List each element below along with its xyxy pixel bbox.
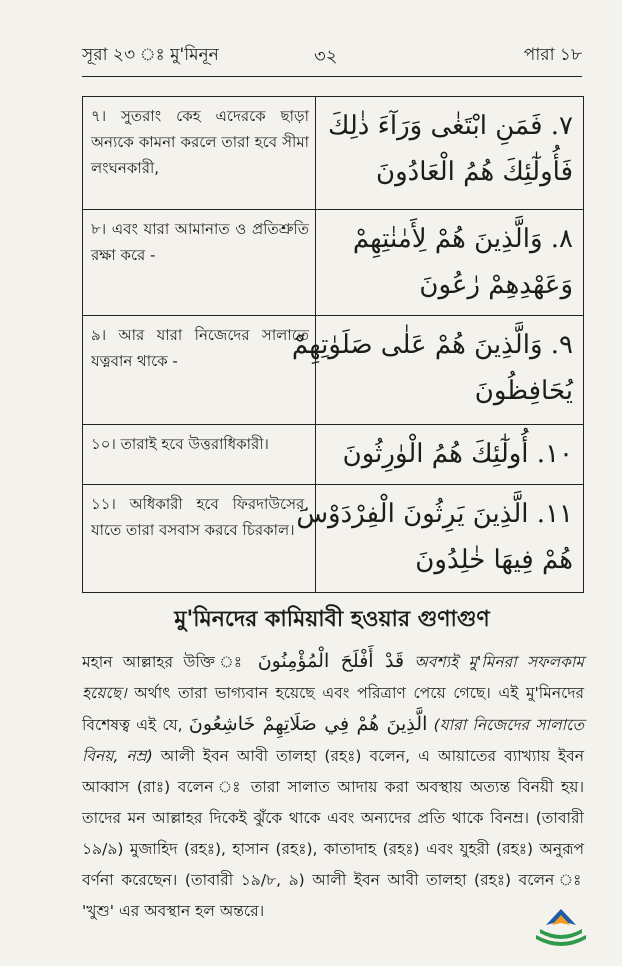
verse-table <box>82 96 584 593</box>
arabic-line: فَأُولٰٓئِكَ هُمُ الْعَادُونَ <box>376 157 573 187</box>
bengali-translation: ৭। সুতরাং কেহ এদেরকে ছাড়া অন্যকে কামনা করলে তারা হবে সীমা লংঘনকারী, <box>83 97 316 210</box>
page-number: ৩২ <box>314 46 338 67</box>
bengali-translation: ৮। এবং যারা আমানাত ও প্রতিশ্রুতি রক্ষা করে - <box>83 210 316 316</box>
arabic-line: ۷. فَمَنِ ابْتَغٰى وَرَآءَ ذٰلِكَ <box>327 111 573 141</box>
verse-row <box>83 485 584 593</box>
arabic-line: ۸. وَالَّذِينَ هُمْ لِأَمٰنٰتِهِمْ <box>352 224 573 254</box>
para-label: পারা ১৮ <box>523 45 582 65</box>
arabic-verse <box>316 425 584 485</box>
surah-label: সূরা ২৩ ঃ মু'মিনূন <box>82 45 219 65</box>
para-text: আলী ইবন আবী তালহা (রহঃ) বলেন, এ আয়াতের ব্যাখ্যায় ইবন আব্বাস (রাঃ) বলেন ঃ তারা সালাত আদায় করা অবস্থায় অত্যন্ত বিনয়ী হয়। তাদের মন আল্লাহর দিকেই ঝুঁকে থাকে এবং অন্যদের প্রতি থাকে বিনম্র। (তাবারী ১৯/৯) মুজাহিদ (রহঃ), হাসান (রহঃ), কাতাদাহ (রহঃ) এবং যুহরী (রহঃ) অনুরূপ বর্ণনা করেছেন। (তাবারী ১৯/৮, ৯) আলী ইবন আবী তালহা (রহঃ) বলেন ঃ 'খুশু' এর অবস্থান হল অন্তরে। <box>82 747 584 920</box>
arabic-line: يُحَافِظُونَ <box>474 376 573 406</box>
verse-row <box>83 97 584 210</box>
page-header <box>82 42 582 72</box>
arabic-line: ۹. وَالَّذِينَ هُمْ عَلٰى صَلَوٰتِهِمْ <box>291 330 573 360</box>
publisher-logo-icon <box>532 905 590 953</box>
header-rule <box>82 76 582 77</box>
bengali-translation: ১১। অধিকারী হবে ফিরদাউসের, যাতে তারা বসবাস করবে চিরকাল। <box>83 485 316 593</box>
arabic-inline: قَدْ أَفْلَحَ الْمُؤْمِنُونَ <box>257 650 405 672</box>
bengali-translation: ৯। আর যারা নিজেদের সালাতে যত্নবান থাকে - <box>83 316 316 425</box>
verse-row <box>83 316 584 425</box>
para-italic: অবশ্যই মু'মিনরা সফলকাম হয়েছে। <box>82 653 584 702</box>
arabic-line: هُمْ فِيهَا خٰلِدُونَ <box>415 545 573 575</box>
section-title: মু'মিনদের কামিয়াবী হওয়ার গুণাগুণ <box>174 607 490 632</box>
para-text: মহান আল্লাহর উক্তি ঃ <box>82 653 248 671</box>
arabic-line: وَعَهْدِهِمْ رٰعُونَ <box>419 270 573 300</box>
arabic-line: ۱۱. الَّذِينَ يَرِثُونَ الْفِرْدَوْسَ <box>296 499 573 529</box>
arabic-verse <box>316 210 584 316</box>
verse-row <box>83 210 584 316</box>
arabic-verse <box>316 97 584 210</box>
arabic-verse <box>296 485 584 593</box>
bengali-translation: ১০। তারাই হবে উত্তরাধিকারী। <box>83 425 316 485</box>
para-italic: (যারা নিজেদের সালাতে বিনয়, নম্র) <box>82 716 584 765</box>
arabic-verse <box>291 316 584 425</box>
verse-row <box>83 425 584 485</box>
arabic-line: ۱۰. أُولٰٓئِكَ هُمُ الْوٰرِثُونَ <box>342 439 573 469</box>
arabic-inline: الَّذِينَ هُمْ فِي صَلَاتِهِمْ خَاشِعُونَ <box>188 713 428 735</box>
para-text: অর্থাৎ তারা ভাগ্যবান হয়েছে এবং পরিত্রাণ পেয়ে গেছে। এই মু'মিনদের বিশেষত্ব এই যে, <box>82 684 584 734</box>
commentary-paragraph <box>82 646 584 927</box>
